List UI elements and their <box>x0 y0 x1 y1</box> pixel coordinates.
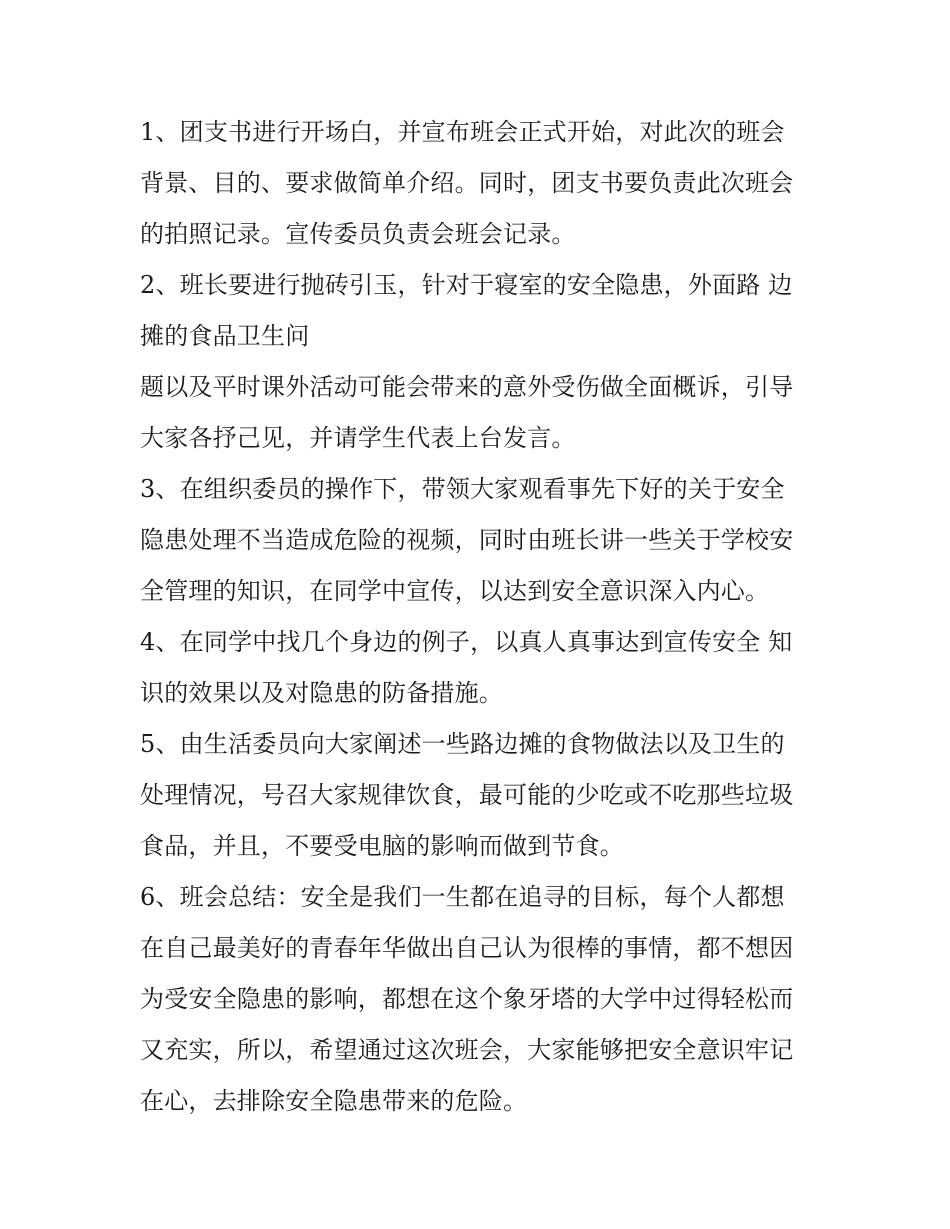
text-line: 隐患处理不当造成危险的视频，同时由班长讲一些关于学校安 <box>140 526 794 554</box>
text-line: 识的效果以及对隐患的防备措施。 <box>140 679 503 707</box>
text-line: 在自己最美好的青春年华做出自己认为很棒的事情，都不想因 <box>140 934 794 962</box>
text-line: 6、班会总结：安全是我们一生都在追寻的目标，每个人都想 <box>140 883 785 911</box>
text-line: 处理情况，号召大家规律饮食，最可能的少吃或不吃那些垃圾 <box>140 781 794 809</box>
text-line: 2、班长要进行抛砖引玉，针对于寝室的安全隐患，外面路 边 <box>140 271 793 299</box>
text-line: 的拍照记录。宣传委员负责会班会记录。 <box>140 220 576 248</box>
text-line: 摊的食品卫生问 <box>140 322 310 350</box>
text-line: 1、团支书进行开场白，并宣布班会正式开始，对此次的班会 <box>140 118 785 146</box>
document-body <box>140 107 820 1127</box>
text-line: 在心，去排除安全隐患带来的危险。 <box>140 1087 528 1115</box>
text-line: 又充实，所以，希望通过这次班会，大家能够把安全意识牢记 <box>140 1036 794 1064</box>
text-line: 4、在同学中找几个身边的例子，以真人真事达到宣传安全 知 <box>140 628 793 656</box>
text-line: 5、由生活委员向大家阐述一些路边摊的食物做法以及卫生的 <box>140 730 785 758</box>
text-line: 3、在组织委员的操作下，带领大家观看事先下好的关于安全 <box>140 475 785 503</box>
text-line: 背景、目的、要求做简单介绍。同时，团支书要负责此次班会 <box>140 169 794 197</box>
text-line: 为受安全隐患的影响，都想在这个象牙塔的大学中过得轻松而 <box>140 985 794 1013</box>
text-line: 食品，并且，不要受电脑的影响而做到节食。 <box>140 832 624 860</box>
text-line: 大家各抒己见，并请学生代表上台发言。 <box>140 424 576 452</box>
text-line: 全管理的知识，在同学中宣传，以达到安全意识深入内心。 <box>140 577 770 605</box>
text-line: 题以及平时课外活动可能会带来的意外受伤做全面概诉，引导 <box>140 373 794 401</box>
